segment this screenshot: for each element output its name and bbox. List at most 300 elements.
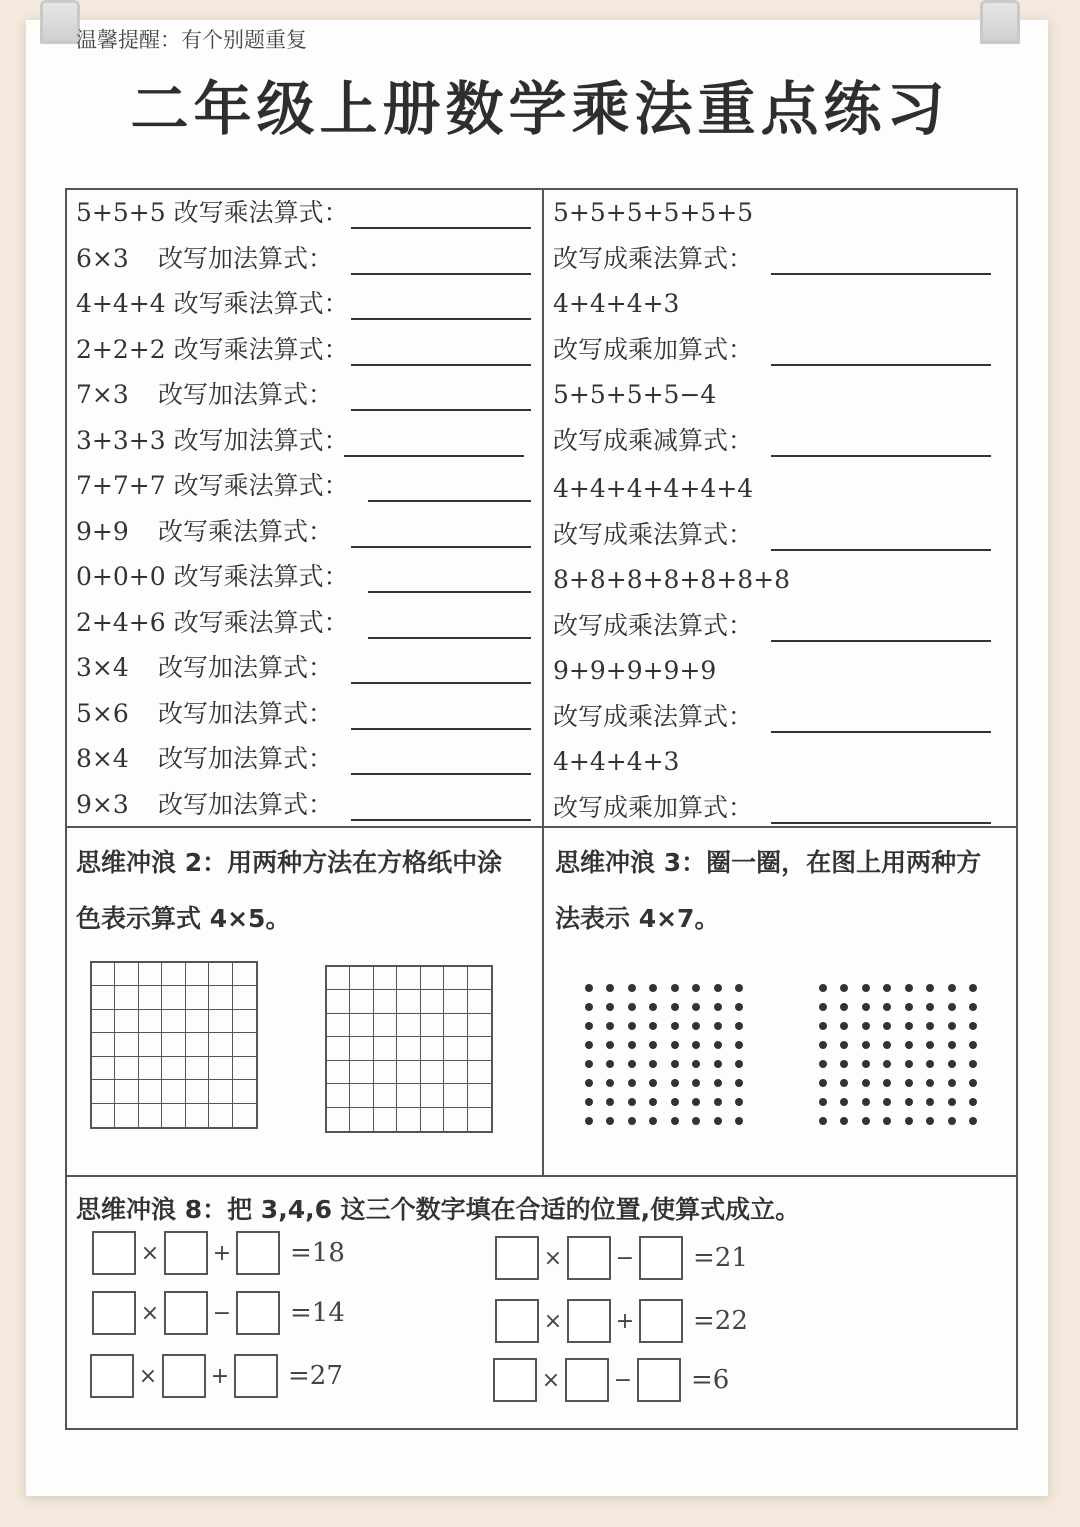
- equation-row: × − =14: [92, 1290, 345, 1336]
- grid-cell[interactable]: [92, 986, 115, 1009]
- grid-cell[interactable]: [327, 1084, 350, 1107]
- binder-clip-icon: [980, 0, 1020, 44]
- dot: [819, 1003, 827, 1011]
- dot: [714, 1003, 722, 1011]
- dot: [649, 1022, 657, 1030]
- answer-blank[interactable]: [771, 455, 991, 457]
- grid-cell[interactable]: [186, 1033, 209, 1056]
- grid-cell[interactable]: [92, 1080, 115, 1103]
- grid-cell[interactable]: [468, 990, 491, 1013]
- grid-cell[interactable]: [162, 963, 185, 986]
- answer-blank[interactable]: [351, 819, 531, 821]
- dot: [606, 1098, 614, 1106]
- grid-cell[interactable]: [115, 1057, 138, 1080]
- list-item: 7+7+7 改写乘法算式：: [76, 466, 349, 506]
- binder-clip-icon: [40, 0, 80, 44]
- list-item: 9+9 改写乘法算式：: [76, 512, 333, 552]
- dot: [905, 984, 913, 992]
- dot: [671, 1003, 679, 1011]
- dot: [606, 1041, 614, 1049]
- answer-blank[interactable]: [351, 773, 531, 775]
- grid-cell[interactable]: [421, 1084, 444, 1107]
- dot: [819, 1041, 827, 1049]
- dot: [714, 1022, 722, 1030]
- dot: [649, 1003, 657, 1011]
- dot: [606, 1003, 614, 1011]
- grid-cell[interactable]: [186, 986, 209, 1009]
- dot: [883, 1060, 891, 1068]
- dot-array[interactable]: [578, 978, 750, 1130]
- answer-box[interactable]: [637, 1358, 681, 1402]
- dot: [819, 984, 827, 992]
- grid-cell[interactable]: [421, 1061, 444, 1084]
- grid-cell[interactable]: [186, 1080, 209, 1103]
- dot: [905, 1003, 913, 1011]
- grid-cell[interactable]: [115, 1080, 138, 1103]
- dot: [905, 1022, 913, 1030]
- dot: [969, 1003, 977, 1011]
- answer-box[interactable]: [236, 1231, 280, 1275]
- answer-blank[interactable]: [351, 318, 531, 320]
- answer-box[interactable]: [92, 1291, 136, 1335]
- dot: [735, 1117, 743, 1125]
- grid-cell[interactable]: [468, 1037, 491, 1060]
- reminder-note: 温馨提醒：有个别题重复: [76, 28, 307, 52]
- grid-cell[interactable]: [162, 1080, 185, 1103]
- answer-box[interactable]: [234, 1354, 278, 1398]
- answer-box[interactable]: [639, 1299, 683, 1343]
- grid-cell[interactable]: [139, 1033, 162, 1056]
- section3-prompt-line1: 思维冲浪 3：圈一圈，在图上用两种方: [555, 848, 982, 877]
- dot: [585, 1041, 593, 1049]
- dot: [585, 1060, 593, 1068]
- list-item: 9+9+9+9+9: [553, 656, 717, 685]
- answer-box[interactable]: [90, 1354, 134, 1398]
- grid-cell[interactable]: [421, 967, 444, 990]
- grid-cell[interactable]: [162, 1104, 185, 1127]
- dot: [840, 984, 848, 992]
- list-item: 3+3+3 改写加法算式：: [76, 421, 349, 461]
- dot: [735, 1022, 743, 1030]
- grid-cell[interactable]: [162, 1033, 185, 1056]
- dot: [969, 1079, 977, 1087]
- dot: [905, 1041, 913, 1049]
- answer-box[interactable]: [565, 1358, 609, 1402]
- grid-cell[interactable]: [139, 1080, 162, 1103]
- grid-cell[interactable]: [327, 990, 350, 1013]
- dot: [883, 1041, 891, 1049]
- grid-cell[interactable]: [327, 1037, 350, 1060]
- dot: [671, 1079, 679, 1087]
- square-grid[interactable]: [90, 961, 258, 1129]
- list-item: 2+4+6 改写乘法算式：: [76, 603, 349, 643]
- grid-cell[interactable]: [209, 1010, 232, 1033]
- dot: [649, 1117, 657, 1125]
- answer-blank[interactable]: [771, 364, 991, 366]
- grid-cell[interactable]: [444, 1108, 467, 1131]
- grid-cell[interactable]: [115, 986, 138, 1009]
- dot: [840, 1117, 848, 1125]
- answer-box[interactable]: [164, 1231, 208, 1275]
- dot-array[interactable]: [812, 978, 984, 1130]
- list-item: 8×4 改写加法算式：: [76, 739, 333, 779]
- answer-blank[interactable]: [351, 227, 531, 229]
- dot: [671, 1098, 679, 1106]
- grid-cell[interactable]: [444, 1014, 467, 1037]
- grid-cell[interactable]: [115, 963, 138, 986]
- dot: [840, 1041, 848, 1049]
- grid-cell[interactable]: [92, 1033, 115, 1056]
- dot: [948, 1117, 956, 1125]
- dot: [671, 1117, 679, 1125]
- dot: [883, 1098, 891, 1106]
- answer-box[interactable]: [567, 1236, 611, 1280]
- grid-cell[interactable]: [350, 967, 373, 990]
- list-item: 4+4+4+4+4+4: [553, 474, 754, 503]
- answer-box[interactable]: [92, 1231, 136, 1275]
- list-item: 8+8+8+8+8+8+8: [553, 565, 791, 594]
- equation-row: × − =6: [493, 1357, 729, 1403]
- dot: [628, 984, 636, 992]
- grid-cell[interactable]: [162, 1057, 185, 1080]
- list-item: 改写成乘法算式：: [553, 239, 753, 279]
- dot: [862, 1117, 870, 1125]
- grid-cell[interactable]: [233, 963, 256, 986]
- list-item: 5+5+5+5−4: [553, 380, 717, 409]
- answer-box[interactable]: [493, 1358, 537, 1402]
- dot: [649, 1098, 657, 1106]
- grid-cell[interactable]: [233, 1033, 256, 1056]
- dot: [735, 984, 743, 992]
- grid-cell[interactable]: [92, 1010, 115, 1033]
- list-item: 改写成乘法算式：: [553, 606, 753, 646]
- grid-cell[interactable]: [139, 1104, 162, 1127]
- grid-cell[interactable]: [186, 1057, 209, 1080]
- dot: [735, 1060, 743, 1068]
- grid-cell[interactable]: [397, 967, 420, 990]
- grid-cell[interactable]: [209, 1057, 232, 1080]
- grid-cell[interactable]: [162, 986, 185, 1009]
- dot: [969, 1098, 977, 1106]
- dot: [926, 1003, 934, 1011]
- grid-cell[interactable]: [233, 1080, 256, 1103]
- grid-cell[interactable]: [468, 1108, 491, 1131]
- grid-cell[interactable]: [444, 1037, 467, 1060]
- dot: [714, 1098, 722, 1106]
- dot: [862, 984, 870, 992]
- answer-box[interactable]: [567, 1299, 611, 1343]
- dot: [714, 1041, 722, 1049]
- dot: [585, 1117, 593, 1125]
- answer-blank[interactable]: [351, 546, 531, 548]
- equation-row: × + =27: [90, 1353, 343, 1399]
- dot: [671, 984, 679, 992]
- dot: [649, 1079, 657, 1087]
- dot: [883, 1022, 891, 1030]
- grid-cell[interactable]: [139, 986, 162, 1009]
- dot: [926, 1098, 934, 1106]
- equation-row: × + =18: [92, 1230, 345, 1276]
- grid-cell[interactable]: [374, 1037, 397, 1060]
- answer-box[interactable]: [495, 1299, 539, 1343]
- grid-cell[interactable]: [374, 990, 397, 1013]
- dot: [692, 1003, 700, 1011]
- answer-blank[interactable]: [351, 682, 531, 684]
- dot: [606, 1117, 614, 1125]
- grid-cell[interactable]: [397, 1014, 420, 1037]
- grid-cell[interactable]: [444, 967, 467, 990]
- dot: [628, 1117, 636, 1125]
- list-item: 0+0+0 改写乘法算式：: [76, 557, 349, 597]
- dot: [905, 1060, 913, 1068]
- list-item: 改写成乘加算式：: [553, 330, 753, 370]
- grid-cell[interactable]: [209, 1033, 232, 1056]
- grid-cell[interactable]: [350, 990, 373, 1013]
- dot: [628, 1098, 636, 1106]
- grid-cell[interactable]: [115, 1104, 138, 1127]
- grid-cell[interactable]: [233, 986, 256, 1009]
- grid-cell[interactable]: [350, 1061, 373, 1084]
- dot: [606, 1022, 614, 1030]
- dot: [969, 1117, 977, 1125]
- grid-cell[interactable]: [350, 1108, 373, 1131]
- grid-cell[interactable]: [421, 1037, 444, 1060]
- grid-cell[interactable]: [209, 1080, 232, 1103]
- dot: [628, 1022, 636, 1030]
- grid-cell[interactable]: [468, 1061, 491, 1084]
- dot: [883, 1079, 891, 1087]
- grid-cell[interactable]: [115, 1033, 138, 1056]
- dot: [840, 1003, 848, 1011]
- grid-cell[interactable]: [397, 1061, 420, 1084]
- answer-blank[interactable]: [351, 728, 531, 730]
- grid-cell[interactable]: [233, 1010, 256, 1033]
- dot: [628, 1041, 636, 1049]
- column-divider: [542, 188, 544, 1176]
- grid-cell[interactable]: [421, 990, 444, 1013]
- grid-cell[interactable]: [162, 1010, 185, 1033]
- grid-cell[interactable]: [186, 1104, 209, 1127]
- dot: [649, 984, 657, 992]
- dot: [714, 1060, 722, 1068]
- dot: [735, 1098, 743, 1106]
- grid-cell[interactable]: [468, 1014, 491, 1037]
- dot: [862, 1022, 870, 1030]
- grid-cell[interactable]: [209, 963, 232, 986]
- grid-cell[interactable]: [444, 1061, 467, 1084]
- grid-cell[interactable]: [139, 1010, 162, 1033]
- dot: [926, 1117, 934, 1125]
- dot: [819, 1060, 827, 1068]
- dot: [714, 1079, 722, 1087]
- dot: [606, 1060, 614, 1068]
- section3-prompt-line2: 法表示 4×7。: [555, 904, 720, 933]
- grid-cell[interactable]: [139, 1057, 162, 1080]
- section2-prompt-line1: 思维冲浪 2：用两种方法在方格纸中涂: [76, 848, 503, 877]
- dot: [585, 1079, 593, 1087]
- dot: [862, 1079, 870, 1087]
- grid-cell[interactable]: [209, 1104, 232, 1127]
- grid-cell[interactable]: [233, 1104, 256, 1127]
- dot: [948, 1022, 956, 1030]
- dot: [840, 1098, 848, 1106]
- dot: [948, 1003, 956, 1011]
- section2-prompt-line2: 色表示算式 4×5。: [76, 904, 291, 933]
- dot: [714, 984, 722, 992]
- answer-blank[interactable]: [771, 273, 991, 275]
- dot: [969, 1022, 977, 1030]
- list-item: 4+4+4+3: [553, 747, 680, 776]
- grid-cell[interactable]: [397, 1108, 420, 1131]
- dot: [948, 1079, 956, 1087]
- list-item: 5×6 改写加法算式：: [76, 694, 333, 734]
- answer-blank[interactable]: [351, 409, 531, 411]
- grid-cell[interactable]: [444, 990, 467, 1013]
- dot: [883, 1003, 891, 1011]
- answer-blank[interactable]: [351, 273, 531, 275]
- dot: [735, 1041, 743, 1049]
- answer-box[interactable]: [164, 1291, 208, 1335]
- dot: [692, 1117, 700, 1125]
- grid-cell[interactable]: [374, 1084, 397, 1107]
- grid-cell[interactable]: [92, 1104, 115, 1127]
- answer-blank[interactable]: [344, 455, 524, 457]
- dot: [819, 1117, 827, 1125]
- dot: [692, 1098, 700, 1106]
- dot: [585, 984, 593, 992]
- dot: [628, 1079, 636, 1087]
- dot: [585, 1098, 593, 1106]
- answer-box[interactable]: [495, 1236, 539, 1280]
- dot: [840, 1079, 848, 1087]
- dot: [692, 984, 700, 992]
- dot: [606, 984, 614, 992]
- square-grid[interactable]: [325, 965, 493, 1133]
- answer-box[interactable]: [639, 1236, 683, 1280]
- dot: [926, 1060, 934, 1068]
- grid-cell[interactable]: [374, 1014, 397, 1037]
- answer-blank[interactable]: [771, 822, 991, 824]
- list-item: 4+4+4 改写乘法算式：: [76, 284, 349, 324]
- answer-blank[interactable]: [368, 500, 531, 502]
- dot: [948, 984, 956, 992]
- grid-cell[interactable]: [186, 1010, 209, 1033]
- dot: [948, 1060, 956, 1068]
- dot: [735, 1003, 743, 1011]
- grid-cell[interactable]: [350, 1014, 373, 1037]
- answer-blank[interactable]: [368, 591, 531, 593]
- dot: [606, 1079, 614, 1087]
- dot: [948, 1041, 956, 1049]
- grid-cell[interactable]: [350, 1084, 373, 1107]
- grid-cell[interactable]: [92, 1057, 115, 1080]
- list-item: 3×4 改写加法算式：: [76, 648, 333, 688]
- dot: [628, 1003, 636, 1011]
- grid-cell[interactable]: [209, 986, 232, 1009]
- dot: [862, 1003, 870, 1011]
- dot: [905, 1098, 913, 1106]
- grid-cell[interactable]: [468, 1084, 491, 1107]
- dot: [883, 1117, 891, 1125]
- answer-blank[interactable]: [771, 640, 991, 642]
- section-divider: [65, 826, 1018, 828]
- dot: [969, 1060, 977, 1068]
- grid-cell[interactable]: [374, 1108, 397, 1131]
- dot: [819, 1079, 827, 1087]
- grid-cell[interactable]: [397, 1037, 420, 1060]
- dot: [819, 1098, 827, 1106]
- dot: [840, 1060, 848, 1068]
- dot: [840, 1022, 848, 1030]
- dot: [649, 1060, 657, 1068]
- grid-cell[interactable]: [374, 967, 397, 990]
- grid-cell[interactable]: [350, 1037, 373, 1060]
- grid-cell[interactable]: [186, 963, 209, 986]
- dot: [926, 984, 934, 992]
- grid-cell[interactable]: [327, 1108, 350, 1131]
- dot: [692, 1060, 700, 1068]
- dot: [649, 1041, 657, 1049]
- grid-cell[interactable]: [327, 967, 350, 990]
- grid-cell[interactable]: [139, 963, 162, 986]
- grid-cell[interactable]: [421, 1108, 444, 1131]
- dot: [735, 1079, 743, 1087]
- list-item: 5+5+5+5+5+5: [553, 198, 754, 227]
- answer-blank[interactable]: [771, 731, 991, 733]
- answer-blank[interactable]: [351, 364, 531, 366]
- answer-box[interactable]: [162, 1354, 206, 1398]
- grid-cell[interactable]: [444, 1084, 467, 1107]
- dot: [969, 1041, 977, 1049]
- dot: [692, 1041, 700, 1049]
- section-divider: [65, 1175, 1018, 1177]
- dot: [671, 1022, 679, 1030]
- grid-cell[interactable]: [233, 1057, 256, 1080]
- grid-cell[interactable]: [374, 1061, 397, 1084]
- answer-box[interactable]: [236, 1291, 280, 1335]
- grid-cell[interactable]: [468, 967, 491, 990]
- grid-cell[interactable]: [327, 1014, 350, 1037]
- answer-blank[interactable]: [368, 637, 531, 639]
- dot: [585, 1022, 593, 1030]
- equation-row: × − =21: [495, 1235, 748, 1281]
- dot: [883, 984, 891, 992]
- list-item: 改写成乘法算式：: [553, 515, 753, 555]
- list-item: 2+2+2 改写乘法算式：: [76, 330, 349, 370]
- list-item: 5+5+5 改写乘法算式：: [76, 193, 349, 233]
- grid-cell[interactable]: [92, 963, 115, 986]
- list-item: 9×3 改写加法算式：: [76, 785, 333, 825]
- grid-cell[interactable]: [397, 1084, 420, 1107]
- dot: [862, 1098, 870, 1106]
- dot: [948, 1098, 956, 1106]
- grid-cell[interactable]: [397, 990, 420, 1013]
- page-title: 二年级上册数学乘法重点练习: [130, 75, 950, 143]
- equation-row: × + =22: [495, 1298, 748, 1344]
- grid-cell[interactable]: [327, 1061, 350, 1084]
- dot: [692, 1022, 700, 1030]
- dot: [714, 1117, 722, 1125]
- dot: [905, 1079, 913, 1087]
- grid-cell[interactable]: [421, 1014, 444, 1037]
- dot: [819, 1022, 827, 1030]
- dot: [905, 1117, 913, 1125]
- grid-cell[interactable]: [115, 1010, 138, 1033]
- dot: [926, 1022, 934, 1030]
- answer-blank[interactable]: [771, 549, 991, 551]
- dot: [628, 1060, 636, 1068]
- list-item: 4+4+4+3: [553, 289, 680, 318]
